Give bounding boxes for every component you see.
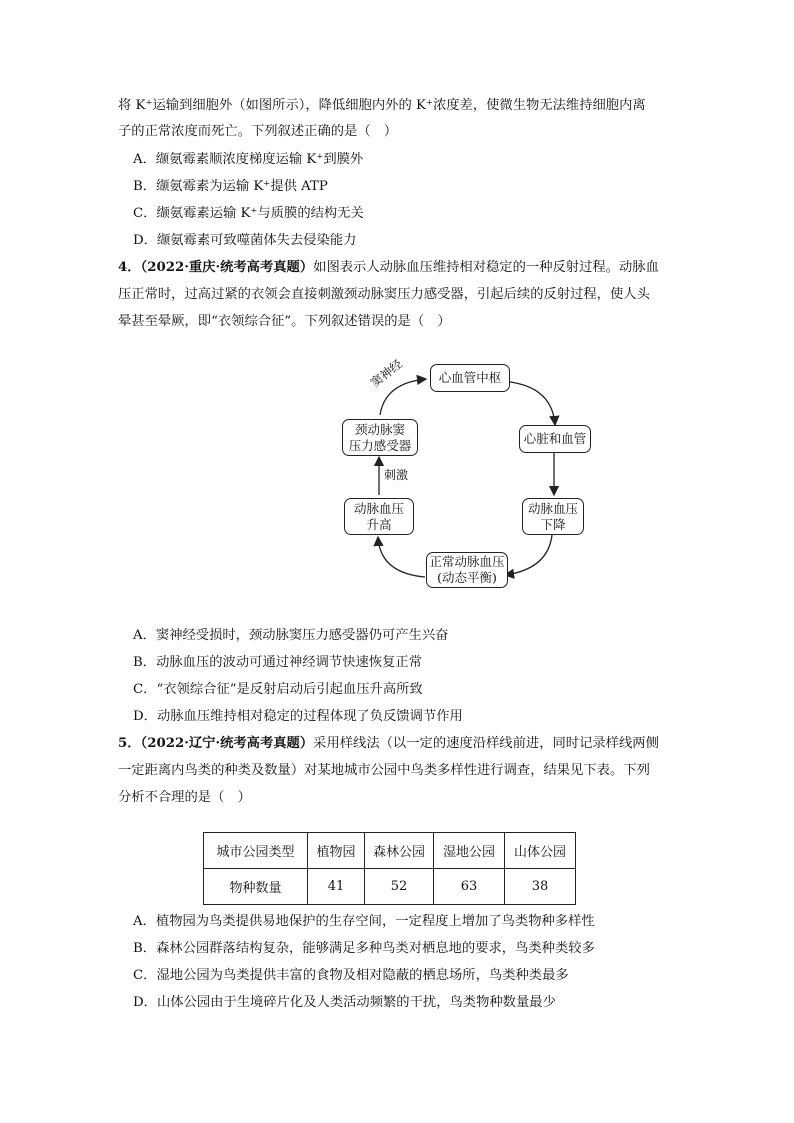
- q5-option-c: C．湿地公园为鸟类提供丰富的食物及相对隐蔽的栖息场所，鸟类种类最多: [133, 968, 569, 983]
- table-cell: 物种数量: [204, 869, 308, 905]
- q5-option-b: B．森林公园群落结构复杂，能够满足多种鸟类对栖息地的要求，鸟类种类较多: [133, 941, 595, 956]
- table-header-cell: 植物园: [308, 833, 365, 869]
- q3-option-a: A．缬氨霉素顺浓度梯度运输 K⁺到膜外: [133, 152, 364, 167]
- q4-stem-line-1: [118, 258, 659, 278]
- q3-stem-line-1: 将 K⁺运输到细胞外（如图所示），降低细胞内外的 K⁺浓度差，使微生物无法维持细胞内离: [118, 98, 646, 113]
- table-header-cell: 森林公园: [365, 833, 434, 869]
- reflex-diagram: [330, 355, 605, 600]
- table-cell: 52: [365, 869, 434, 905]
- q4-number: 4．: [118, 260, 141, 275]
- table-cell: 38: [505, 869, 576, 905]
- q5-stem-line-1: [118, 734, 659, 754]
- node-heart-vessels: [519, 425, 591, 453]
- node-baroreceptor: [342, 419, 418, 456]
- q4-option-b: B．动脉血压的波动可通过神经调节快速恢复正常: [133, 655, 423, 670]
- table-cell: 41: [308, 869, 365, 905]
- node-center-label: 心血管中枢: [438, 370, 502, 385]
- table-header-cell: 城市公园类型: [204, 833, 308, 869]
- q5-option-a: A．植物园为鸟类提供易地保护的生存空间，一定程度上增加了鸟类物种多样性: [133, 914, 595, 929]
- table-header-cell: 湿地公园: [434, 833, 505, 869]
- table-cell: 63: [434, 869, 505, 905]
- label-stimulus: 刺激: [384, 468, 409, 482]
- node-bp-down-line2: 下降: [540, 516, 566, 532]
- bird-species-table: [203, 832, 576, 905]
- q5-number: 5．: [118, 736, 141, 751]
- label-sinus-nerve: 窦神经: [368, 356, 405, 391]
- q3-option-c: C．缬氨霉素运输 K⁺与质膜的结构无关: [133, 206, 364, 221]
- q3-option-d: D．缬氨霉素可致噬菌体失去侵染能力: [133, 233, 357, 248]
- node-bp-down-line1: 动脉血压: [527, 500, 578, 516]
- table-header-cell: 山体公园: [505, 833, 576, 869]
- q4-stem-text: 如图表示人动脉血压维持相对稳定的一种反射过程。动脉血: [313, 260, 659, 275]
- node-normal-bp: [426, 552, 508, 588]
- q5-stem-line-2: 一定距离内鸟类的种类及数量）对某地城市公园中鸟类多样性进行调查，结果见下表。下列: [118, 763, 650, 778]
- q5-stem-text: 采用样线法（以一定的速度沿样线前进，同时记录样线两侧: [313, 736, 659, 751]
- table-header-row: [204, 833, 576, 869]
- q4-option-d: D．动脉血压维持相对稳定的过程体现了负反馈调节作用: [133, 709, 463, 724]
- q4-option-a: A．窦神经受损时，颈动脉窦压力感受器仍可产生兴奋: [133, 628, 449, 643]
- node-bp-up-line2: 升高: [366, 516, 392, 532]
- q3-stem-line-2: 子的正常浓度而死亡。下列叙述正确的是（ ）: [118, 124, 398, 139]
- table-row: [204, 869, 576, 905]
- node-bp-up-line1: 动脉血压: [353, 500, 404, 516]
- arrow-bpdown-to-normal: [505, 535, 552, 575]
- node-receptor-line2: 压力感受器: [348, 437, 412, 453]
- q4-stem-line-3: 晕甚至晕厥，即“衣领综合征”。下列叙述错误的是（ ）: [118, 314, 451, 329]
- node-bp-decrease: [522, 498, 584, 535]
- node-normal-line2: (动态平衡): [437, 570, 497, 585]
- arrow-normal-to-bpup: [378, 537, 425, 577]
- q4-option-c: C．“衣领综合征”是反射启动后引起血压升高所致: [133, 682, 423, 697]
- q3-option-b: B．缬氨霉素为运输 K⁺提供 ATP: [133, 179, 328, 194]
- q4-source: （2022·重庆·统考高考真题）: [140, 260, 314, 275]
- arrow-receptor-to-center: [380, 379, 426, 415]
- q4-stem-line-2: 压正常时，过高过紧的衣领会直接刺激颈动脉窦压力感受器，引起后续的反射过程，使人头: [118, 287, 650, 302]
- node-receptor-line1: 颈动脉窦: [354, 421, 405, 437]
- node-cardiovascular-center: [430, 364, 510, 392]
- node-heart-label: 心脏和血管: [523, 431, 587, 446]
- q5-stem-line-3: 分析不合理的是（ ）: [118, 790, 251, 805]
- node-bp-increase: [344, 498, 414, 535]
- q5-option-d: D．山体公园由于生境碎片化及人类活动频繁的干扰，鸟类物种数量最少: [133, 995, 556, 1010]
- node-normal-line1: 正常动脉血压: [429, 554, 505, 569]
- q5-source: （2022·辽宁·统考高考真题）: [140, 736, 314, 751]
